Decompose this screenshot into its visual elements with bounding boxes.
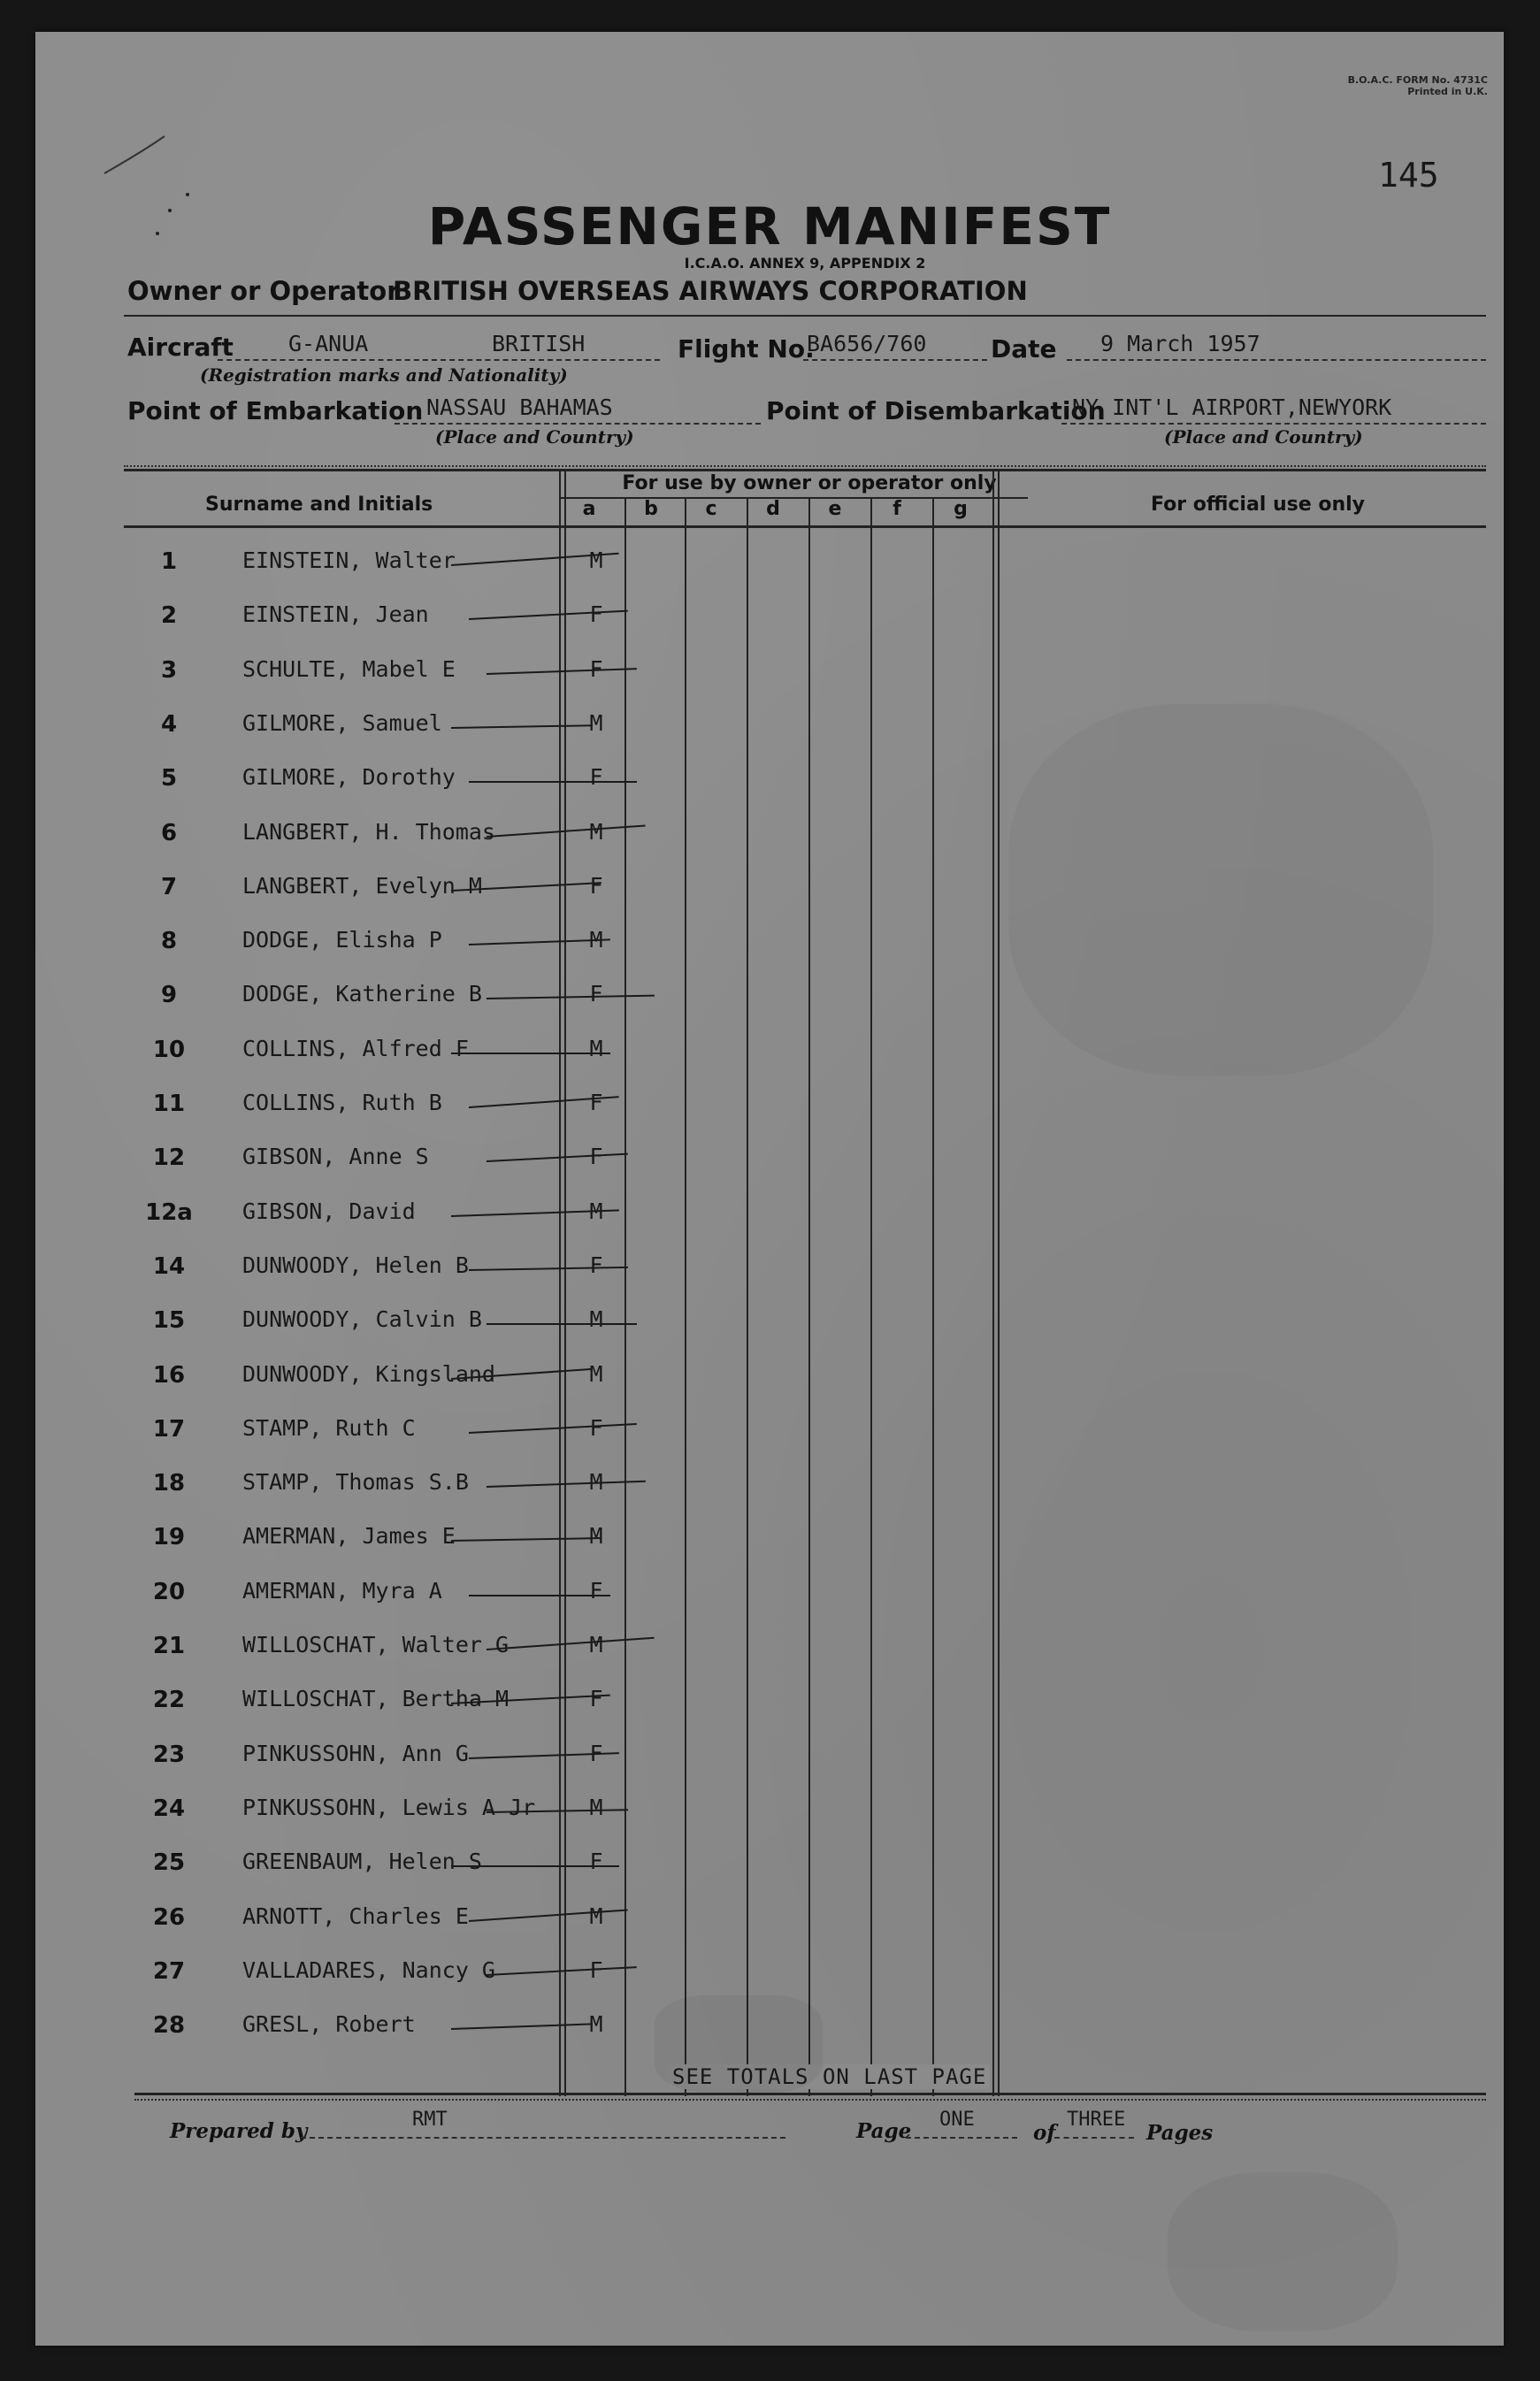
passenger-name: AMERMAN, James E xyxy=(242,1523,456,1549)
passenger-number: 19 xyxy=(152,1524,186,1550)
passenger-number: 8 xyxy=(160,928,178,954)
of-label: of xyxy=(1033,2121,1056,2145)
owner-label: Owner or Operator xyxy=(127,276,400,306)
passenger-sex: F xyxy=(589,1578,603,1604)
passenger-sex: F xyxy=(589,1090,603,1115)
form-code-line1: B.O.A.C. FORM No. 4731C xyxy=(1347,74,1488,86)
passenger-name: COLLINS, Alfred F xyxy=(242,1036,469,1061)
passenger-number: 21 xyxy=(152,1633,186,1659)
passenger-name: WILLOSCHAT, Bertha M xyxy=(242,1686,510,1711)
column-d-header: d xyxy=(766,498,780,520)
passenger-sex: M xyxy=(589,1306,603,1332)
passenger-number: 6 xyxy=(160,820,178,846)
aircraft-registration: G-ANUA xyxy=(288,331,369,356)
date-label: Date xyxy=(991,334,1057,364)
column-f-header: f xyxy=(893,498,901,520)
passenger-number: 1 xyxy=(160,548,178,575)
column-e-header: e xyxy=(828,498,842,520)
passenger-sex: F xyxy=(589,1252,603,1278)
passenger-sex: M xyxy=(589,1795,603,1820)
page-label: Page xyxy=(856,2119,912,2143)
passenger-number: 12a xyxy=(145,1199,193,1226)
passenger-number: 9 xyxy=(160,982,178,1008)
embarkation-fill-line xyxy=(395,423,761,425)
passenger-number: 15 xyxy=(152,1307,186,1334)
column-line xyxy=(992,469,994,2096)
passenger-name: GRESL, Robert xyxy=(242,2011,416,2037)
passenger-sex: M xyxy=(589,1036,603,1061)
column-line xyxy=(932,499,934,2096)
passenger-sex: M xyxy=(589,1469,603,1495)
bleed-through-mark xyxy=(655,1995,823,2093)
disembarkation-fill-line xyxy=(1061,423,1486,425)
passenger-number: 2 xyxy=(160,602,178,629)
passenger-number: 5 xyxy=(160,765,178,792)
check-stroke xyxy=(469,781,637,783)
passenger-sex: F xyxy=(589,764,603,790)
column-line xyxy=(808,499,810,2096)
date-fill-line xyxy=(1067,359,1486,361)
page-value: ONE xyxy=(939,2109,975,2131)
column-a-header: a xyxy=(582,498,596,520)
check-stroke xyxy=(451,1865,619,1867)
passenger-name: GIBSON, Anne S xyxy=(242,1144,429,1169)
passenger-sex: F xyxy=(589,1741,603,1766)
passenger-name: STAMP, Ruth C xyxy=(242,1415,416,1441)
totals-note: SEE TOTALS ON LAST PAGE xyxy=(669,2064,990,2089)
passenger-name: SCHULTE, Mabel E xyxy=(242,656,456,682)
passenger-sex: F xyxy=(589,1144,603,1169)
date-value: 9 March 1957 xyxy=(1100,331,1260,356)
passenger-sex: M xyxy=(589,1903,603,1929)
disembarkation-note: (Place and Country) xyxy=(1164,426,1363,448)
passenger-name: LANGBERT, Evelyn M xyxy=(242,873,482,899)
aircraft-label: Aircraft xyxy=(127,333,234,362)
column-line xyxy=(998,469,1000,2096)
passenger-name: COLLINS, Ruth B xyxy=(242,1090,442,1115)
flight-number: BA656/760 xyxy=(807,331,927,356)
passenger-name: AMERMAN, Myra A xyxy=(242,1578,442,1604)
passenger-sex: M xyxy=(589,1361,603,1387)
embarkation-label: Point of Embarkation xyxy=(127,396,424,425)
passenger-number: 23 xyxy=(152,1742,186,1768)
flight-label: Flight No. xyxy=(678,334,815,364)
passenger-sex: F xyxy=(589,1957,603,1983)
passenger-sex: M xyxy=(589,547,603,573)
column-line xyxy=(870,499,872,2096)
passenger-number: 7 xyxy=(160,874,178,900)
passenger-number: 12 xyxy=(152,1145,186,1171)
passenger-sex: F xyxy=(589,656,603,682)
passenger-name: EINSTEIN, Walter xyxy=(242,547,456,573)
passenger-number: 22 xyxy=(152,1687,186,1713)
passenger-sex: M xyxy=(589,710,603,736)
prepared-by-label: Prepared by xyxy=(170,2119,308,2143)
owner-value: BRITISH OVERSEAS AIRWAYS CORPORATION xyxy=(393,276,1028,306)
disembarkation-value: NY INT'L AIRPORT,NEWYORK xyxy=(1072,394,1392,420)
check-stroke xyxy=(451,1053,610,1054)
table-top-line xyxy=(124,469,1486,471)
passenger-name: DUNWOODY, Helen B xyxy=(242,1252,469,1278)
page-title: PASSENGER MANIFEST xyxy=(427,196,1112,256)
form-code xyxy=(1240,74,1488,97)
passenger-sex: M xyxy=(589,927,603,953)
bleed-through-mark xyxy=(1168,2172,1398,2331)
passenger-number: 20 xyxy=(152,1579,186,1605)
passenger-name: DUNWOODY, Calvin B xyxy=(242,1306,482,1332)
passenger-name: WILLOSCHAT, Walter G xyxy=(242,1632,510,1658)
passenger-number: 26 xyxy=(152,1904,186,1931)
passenger-number: 14 xyxy=(152,1253,186,1280)
bleed-through-mark xyxy=(1008,704,1433,1076)
passenger-sex: F xyxy=(589,981,603,1007)
flight-fill-line xyxy=(803,359,987,361)
passenger-number: 10 xyxy=(152,1037,186,1063)
table-top-rule xyxy=(124,465,1486,467)
disembarkation-label: Point of Disembarkation xyxy=(766,396,1106,425)
page-fill-line xyxy=(906,2137,1017,2139)
of-fill-line xyxy=(1054,2137,1134,2139)
aircraft-note: (Registration marks and Nationality) xyxy=(200,364,568,386)
passenger-number: 3 xyxy=(160,657,178,684)
passenger-name: STAMP, Thomas S.B xyxy=(242,1469,469,1495)
manifest-sheet xyxy=(35,32,1504,2346)
passenger-name: DUNWOODY, Kingsland xyxy=(242,1361,495,1387)
page-stamp-number: 145 xyxy=(1378,156,1439,195)
passenger-number: 4 xyxy=(160,711,178,738)
of-value: THREE xyxy=(1067,2109,1126,2131)
column-line xyxy=(624,499,626,2096)
passenger-name: DODGE, Katherine B xyxy=(242,981,482,1007)
passenger-number: 17 xyxy=(152,1416,186,1443)
embarkation-note: (Place and Country) xyxy=(435,426,634,448)
passenger-sex: F xyxy=(589,601,603,627)
pages-label: Pages xyxy=(1146,2121,1214,2145)
passenger-sex: F xyxy=(589,873,603,899)
column-line xyxy=(685,499,686,2096)
header-divider xyxy=(124,315,1486,317)
check-stroke xyxy=(487,1323,637,1325)
passenger-sex: M xyxy=(589,1198,603,1224)
passenger-name: GIBSON, David xyxy=(242,1198,416,1224)
official-use-header: For official use only xyxy=(1150,494,1366,516)
passenger-sex: F xyxy=(589,1849,603,1874)
aircraft-fill-line xyxy=(218,359,660,361)
passenger-name: GREENBAUM, Helen S xyxy=(242,1849,482,1874)
table-header-bottom-line xyxy=(124,525,1486,528)
table-bottom-rule xyxy=(134,2099,1486,2101)
passenger-number: 16 xyxy=(152,1362,186,1389)
page-subtitle: I.C.A.O. ANNEX 9, APPENDIX 2 xyxy=(684,255,926,272)
passenger-number: 18 xyxy=(152,1470,186,1497)
column-b-header: b xyxy=(644,498,658,520)
column-c-header: c xyxy=(705,498,717,520)
column-line xyxy=(747,499,748,2096)
check-stroke xyxy=(469,1595,610,1596)
passenger-number: 11 xyxy=(152,1091,186,1117)
passenger-sex: M xyxy=(589,1632,603,1658)
passenger-sex: M xyxy=(589,1523,603,1549)
passenger-sex: F xyxy=(589,1686,603,1711)
passenger-name: LANGBERT, H. Thomas xyxy=(242,819,495,845)
passenger-number: 28 xyxy=(152,2012,186,2039)
passenger-number: 27 xyxy=(152,1958,186,1985)
table-bottom-line xyxy=(134,2093,1486,2095)
passenger-sex: F xyxy=(589,1415,603,1441)
prepared-by-fill-line xyxy=(301,2137,785,2139)
column-g-header: g xyxy=(954,498,968,520)
operator-use-header: For use by owner or operator only xyxy=(622,472,997,494)
embarkation-value: NASSAU BAHAMAS xyxy=(426,394,613,420)
passenger-name: GILMORE, Dorothy xyxy=(242,764,456,790)
passenger-number: 24 xyxy=(152,1795,186,1822)
column-line xyxy=(564,469,566,2096)
passenger-sex: M xyxy=(589,2011,603,2037)
passenger-number: 25 xyxy=(152,1849,186,1876)
passenger-name: VALLADARES, Nancy G xyxy=(242,1957,495,1983)
passenger-name: ARNOTT, Charles E xyxy=(242,1903,469,1929)
surname-column-header: Surname and Initials xyxy=(205,494,433,516)
passenger-name: DODGE, Elisha P xyxy=(242,927,442,953)
passenger-name: GILMORE, Samuel xyxy=(242,710,442,736)
aircraft-nationality: BRITISH xyxy=(492,331,586,356)
passenger-sex: M xyxy=(589,819,603,845)
column-line xyxy=(559,469,561,2096)
passenger-name: EINSTEIN, Jean xyxy=(242,601,429,627)
passenger-name: PINKUSSOHN, Lewis A Jr xyxy=(242,1795,536,1820)
passenger-name: PINKUSSOHN, Ann G xyxy=(242,1741,469,1766)
prepared-by-value: RMT xyxy=(412,2109,448,2131)
form-code-line2: Printed in U.K. xyxy=(1407,86,1488,97)
